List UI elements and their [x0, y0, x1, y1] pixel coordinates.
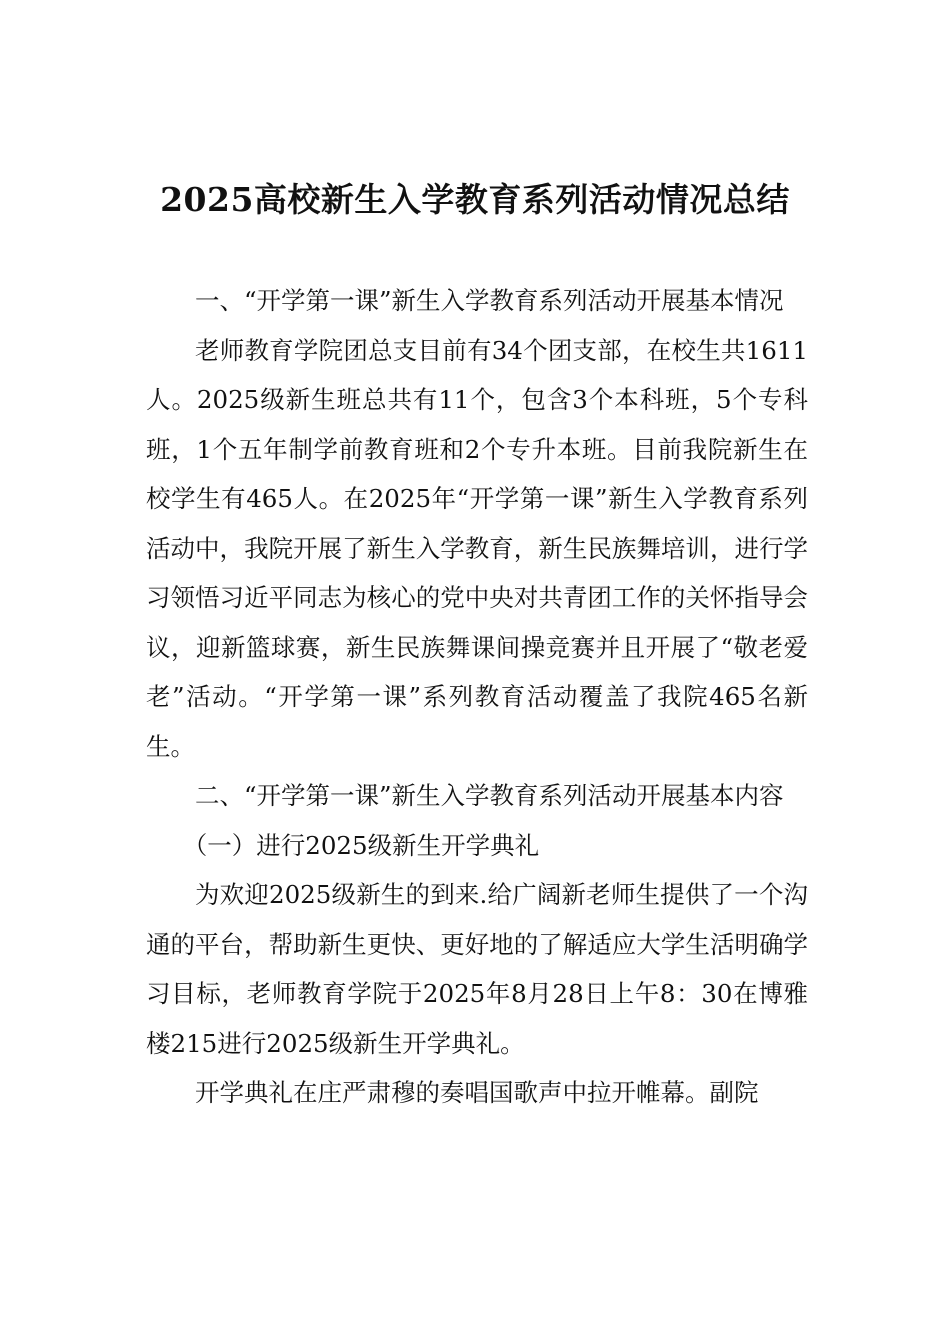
section-heading-1: 一、“开学第一课”新生入学教育系列活动开展基本情况 [195, 286, 784, 315]
body-paragraph: 老师教育学院团总支目前有34个团支部，在校生共1611人。2025级新生班总共有11个，包含3个本科班，5个专科班，1个五年制学前教育班和2个专升本班。目前我院新生在校学生有465人。在2025年“开学第一课”新生入学教育系列活动中，我院开展了新生入学教育，新生民族舞培训，进行学习领悟习近平同志为核心的党中央对共青团工作的关怀指导会议，迎新篮球赛，新生民族舞课间操竞赛并且开展了“敬老爱老”活动。“开学第一课”系列教育活动覆盖了我院465名新生。 [146, 335, 808, 761]
subsection-heading: （一）进行2025级新生开学典礼 [182, 830, 540, 860]
document-body [146, 276, 808, 1118]
section-heading-2: 二、“开学第一课”新生入学教育系列活动开展基本内容 [195, 781, 784, 810]
document-title: 2025高校新生入学教育系列活动情况总结 [160, 180, 790, 219]
body-paragraph: 开学典礼在庄严肃穆的奏唱国歌声中拉开帷幕。副院 [195, 1078, 759, 1107]
body-paragraph: 为欢迎2025级新生的到来.给广阔新老师生提供了一个沟通的平台，帮助新生更快、更好地的了解适应大学生活明确学习目标，老师教育学院于2025年8月28日上午8：30在博雅楼215进行2025级新生开学典礼。 [146, 880, 808, 1058]
